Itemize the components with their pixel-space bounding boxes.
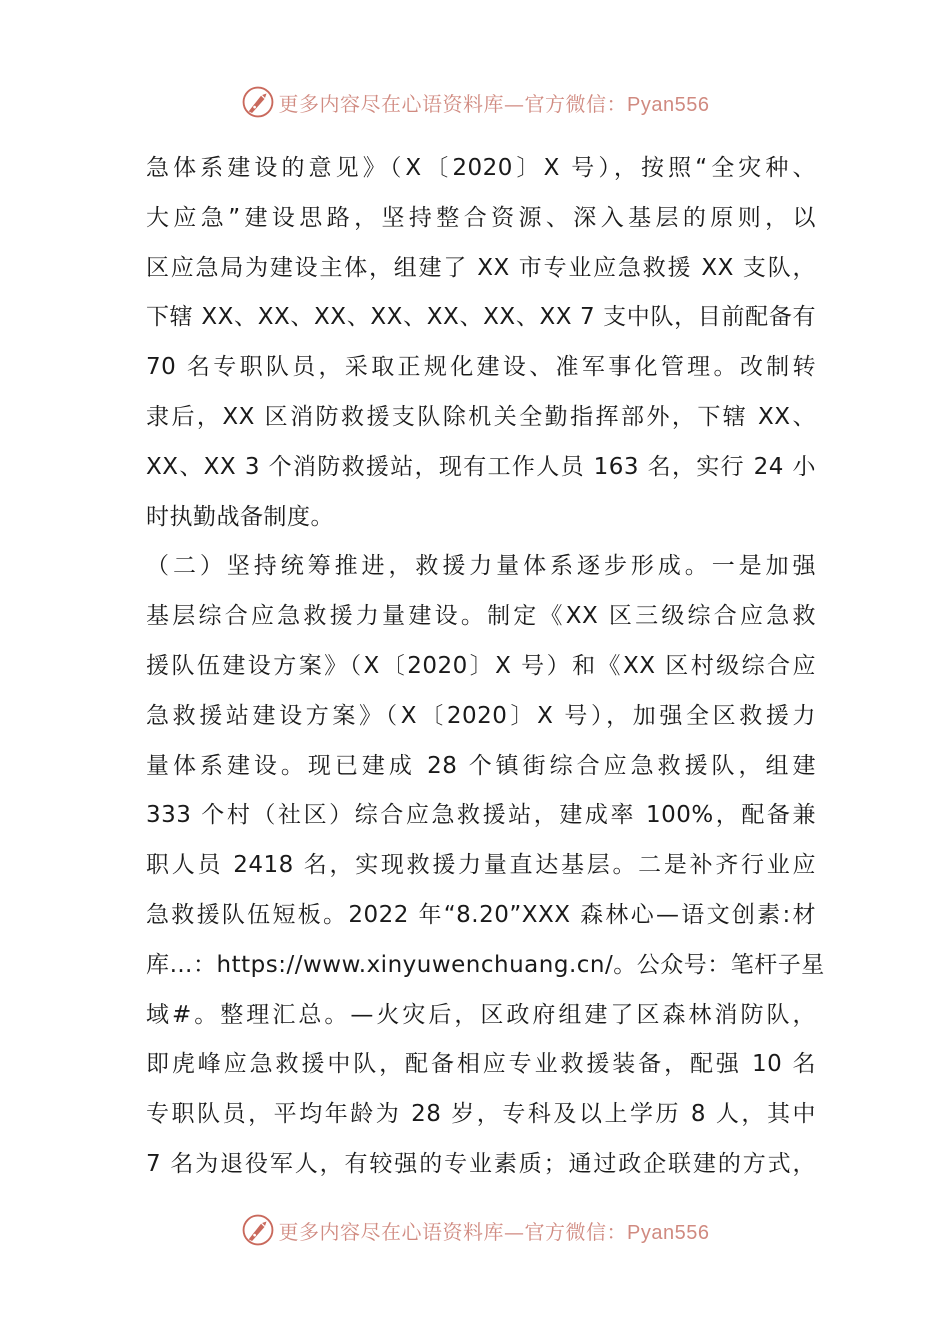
- wechat-id: Pyan556: [627, 1221, 710, 1244]
- body-line: 隶后，XX 区消防救援支队除机关全勤指挥部外，下辖 XX、: [146, 403, 816, 430]
- body-line: 库…：https://www.xinyuwenchuang.cn/。公众号：笔杆子星: [146, 951, 825, 978]
- body-line: 域#。整理汇总。—火灾后，区政府组建了区森林消防队，: [146, 1001, 816, 1028]
- footer-banner: [0, 1210, 950, 1250]
- body-line: 急救援队伍短板。2022 年“8.20”XXX 森林心—语文创素:材: [146, 901, 816, 928]
- body-line: 量体系建设。现已建成 28 个镇街综合应急救援队，组建: [146, 752, 816, 779]
- body-line: 职人员 2418 名，实现救援力量直达基层。二是补齐行业应: [146, 852, 816, 879]
- wechat-id: Pyan556: [627, 93, 710, 116]
- pen-nib-logo-icon: [241, 1213, 275, 1247]
- body-line: 即虎峰应急救援中队，配备相应专业救援装备，配强 10 名: [146, 1051, 816, 1078]
- body-line: 大应急”建设思路，坚持整合资源、深入基层的原则，以: [146, 204, 816, 231]
- body-line: 基层综合应急救援力量建设。制定《XX 区三级综合应急救: [146, 603, 816, 630]
- body-line: 70 名专职队员，采取正规化建设、准军事化管理。改制转: [146, 354, 816, 381]
- body-line: （二）坚持统筹推进，救援力量体系逐步形成。一是加强: [146, 553, 816, 580]
- banner-text: 更多内容尽在心语资料库—官方微信：: [278, 91, 628, 116]
- document-body: [146, 144, 825, 1190]
- body-line: 时执勤战备制度。: [146, 503, 334, 530]
- body-line: 急体系建设的意见》（X〔2020〕X 号），按照“全灾种、: [146, 155, 816, 181]
- body-line: 专职队员，平均年龄为 28 岁，专科及以上学历 8 人，其中: [146, 1101, 816, 1128]
- body-line: 下辖 XX、XX、XX、XX、XX、XX、XX 7 支中队，目前配备有: [146, 304, 816, 331]
- body-line: XX、XX 3 个消防救援站，现有工作人员 163 名，实行 24 小: [146, 453, 816, 480]
- body-line: 333 个村（社区）综合应急救援站，建成率 100%，配备兼: [146, 802, 816, 829]
- body-line: 援队伍建设方案》（X〔2020〕X 号）和《XX 区村级综合应: [146, 652, 816, 679]
- pen-nib-logo-icon: [241, 85, 275, 119]
- banner-text: 更多内容尽在心语资料库—官方微信：: [278, 1219, 628, 1244]
- body-line: 急救援站建设方案》（X〔2020〕X 号），加强全区救援力: [146, 702, 816, 729]
- header-banner: [0, 82, 950, 122]
- body-line: 区应急局为建设主体，组建了 XX 市专业应急救援 XX 支队，: [146, 254, 816, 281]
- body-line: 7 名为退役军人，有较强的专业素质；通过政企联建的方式，: [146, 1150, 816, 1177]
